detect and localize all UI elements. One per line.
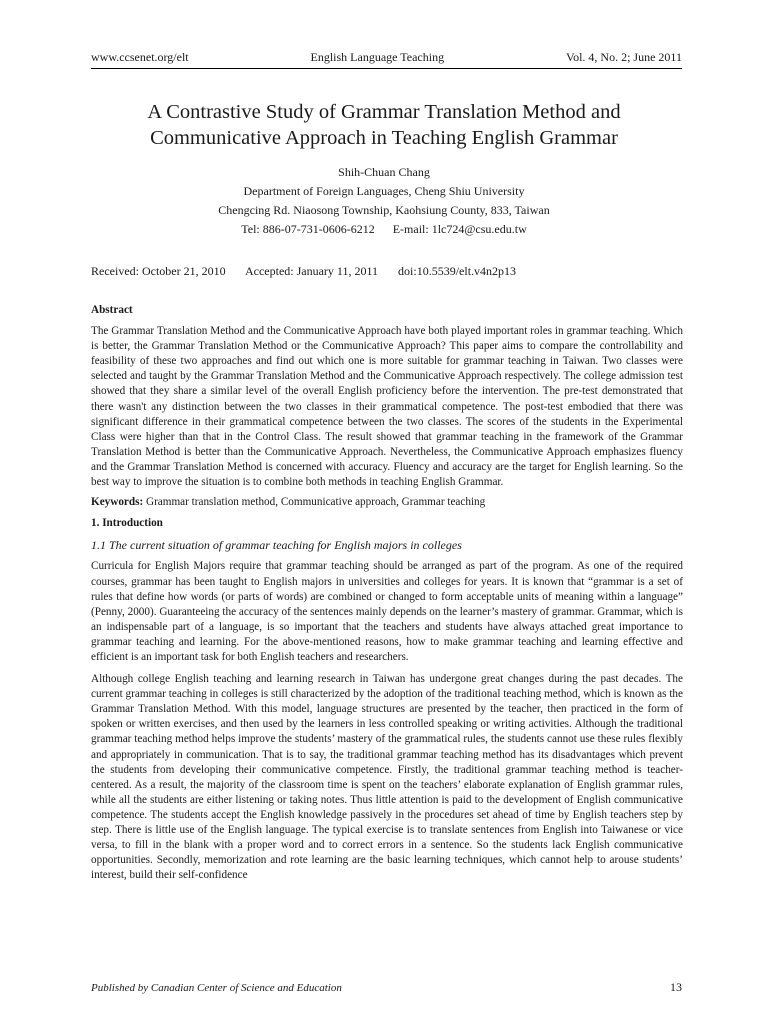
page-footer (91, 980, 682, 995)
author-name: Shih-Chuan Chang (338, 165, 430, 179)
received-date: Received: October 21, 2010 (91, 264, 226, 278)
article-body (91, 303, 683, 883)
running-header (91, 50, 682, 69)
abstract-text: The Grammar Translation Method and the Communicative Approach have both played important roles in grammar teaching. Which is better, the Grammar Translation Method or the Communicative Approach? This paper aims to compare the controllability and feasibility of these two approaches and find out which one is more suitable for grammar teaching in Taiwan. Two classes were selected and taught by the Grammar Translation Method and the Communicative Approach respectively. The college admission test showed that they share a similar level of the overall English proficiency before the intervention. The pre-test demonstrated that there wasn't any distinction between the two classes in their grammatical competence. The post-test embodied that there was significant difference in their grammatical competence between the two classes. The scores of the students in the Experimental Class were higher than that in the Control Class. The result showed that grammar teaching in the framework of the Grammar Translation Method is better than the Communicative Approach. Nevertheless, the Communicative Approach emphasizes fluency and the Grammar Translation Method is concerned with accuracy. Fluency and accuracy are the target for English learning. So the best way to improve the situation is to combine both methods in teaching English Grammar. (91, 325, 683, 489)
doi[interactable]: doi:10.5539/elt.v4n2p13 (398, 264, 517, 278)
keywords (91, 495, 683, 510)
author-address: Chengcing Rd. Niaosong Township, Kaohsiung County, 833, Taiwan (218, 203, 550, 217)
body-paragraph-1: Curricula for English Majors require that grammar teaching should be arranged as part of the program. As one of the required courses, grammar has been taught to English majors in universities and colleges for years. It is known that “grammar is a set of rules that define how words (or parts of words) are combined or changed to form acceptable units of meaning within a language” (Penny, 2000). Guaranteeing the accuracy of the sentences mainly depends on the learner’s mastery of grammar. Grammar, which is an indispensable part of a language, is so important that the teachers and students have always attached great importance to grammar teaching and learning. For the above-mentioned reasons, how to make grammar teaching and learning effective and efficient is an important task for both English teachers and researchers. (91, 560, 683, 663)
body-paragraph-2: Although college English teaching and learning research in Taiwan has undergone great changes during the past decades. The current grammar teaching in colleges is still characterized by the adoption of the traditional teaching method, which is known as the Grammar Translation Method. With this model, language structures are presented by the teacher, then practiced in the form of spoken or written exercises, and then used by the learners in less controlled speaking or writing activities. Although the traditional grammar teaching method helps improve the students’ mastery of the grammatical rules, the students cannot use these rules flexibly and appropriately in communication. That is to say, the traditional grammar teaching method has its disadvantages which prevent the students from developing their communicative competence. Firstly, the traditional grammar teaching method is teacher-centered. As a result, the majority of the classroom time is spent on the teachers’ elaborate explanation of English grammar rules, while all the students are either listening or taking notes. Thus little attention is paid to the development of English communicative competence. The students accept the English knowledge passively in the procedures set ahead of time by English teachers step by step. There is little use of the English language. The typical exercise is to translate sentences from English into Taiwanese or vice versa, to fill in the blank with a proper word and to correct errors in a sentence. So the students lack English communicative opportunities. Secondly, memorization and rote learning are the basic learning techniques, which cannot help to arouse students’ interest, build their self-confidence (91, 673, 683, 882)
publisher-credit: Published by Canadian Center of Science and Education (91, 982, 342, 994)
journal-volume: Vol. 4, No. 2; June 2011 (565, 50, 682, 64)
journal-url[interactable]: www.ccsenet.org/elt (91, 50, 189, 64)
publication-dates (91, 264, 533, 279)
keywords-label: Keywords: (91, 496, 144, 509)
author-block (60, 163, 708, 239)
section-heading: 1. Introduction (91, 517, 163, 530)
subsection-heading: 1.1 The current situation of grammar teaching for English majors in colleges (91, 538, 462, 553)
author-contact: Tel: 886-07-731-0606-6212 E-mail: 1lc724@csu.edu.tw (241, 222, 527, 236)
author-department: Department of Foreign Languages, Cheng Shiu University (243, 184, 525, 198)
page-number: 13 (670, 980, 682, 994)
journal-name: English Language Teaching (310, 50, 445, 64)
paper-title-line-2: Communicative Approach in Teaching English Grammar (150, 127, 618, 149)
accepted-date: Accepted: January 11, 2011 (244, 264, 379, 278)
paper-title-line-1: A Contrastive Study of Grammar Translation Method and (147, 101, 621, 123)
keywords-text: Grammar translation method, Communicative approach, Grammar teaching (143, 496, 486, 509)
abstract-heading: Abstract (91, 304, 133, 316)
paper-title (60, 99, 708, 151)
